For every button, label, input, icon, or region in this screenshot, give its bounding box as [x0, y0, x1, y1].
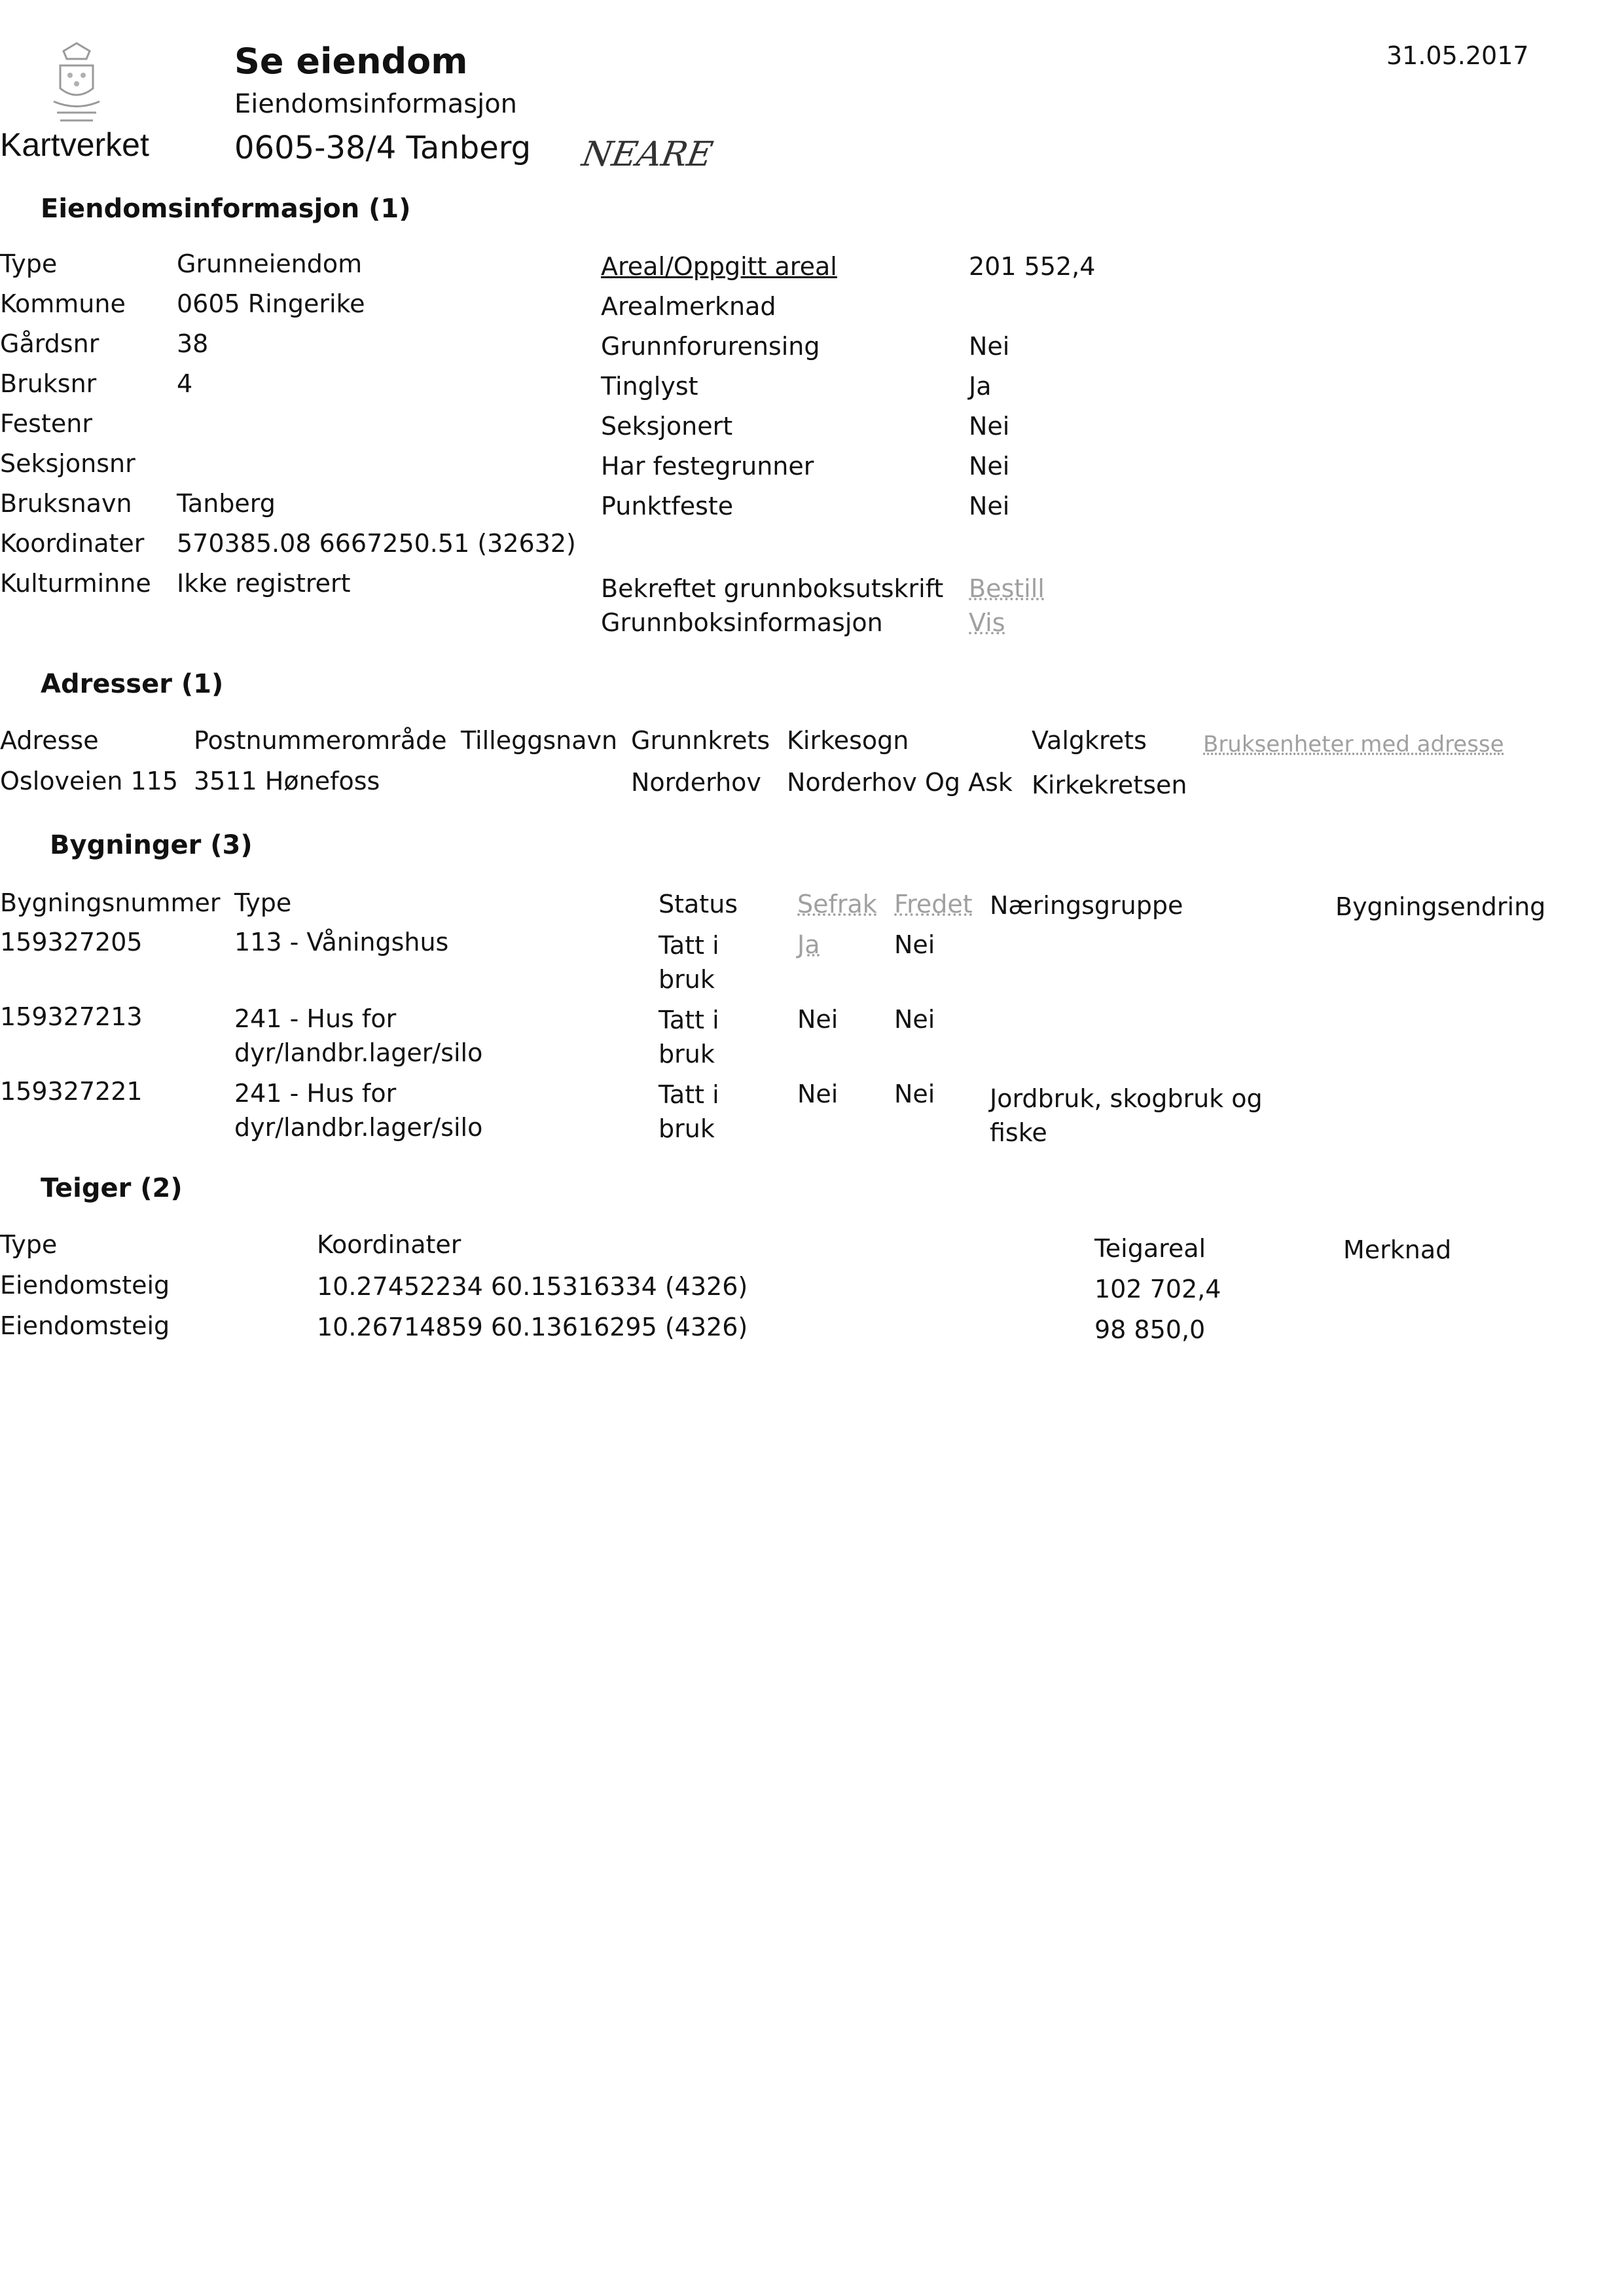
field-value: Nei [969, 412, 1010, 441]
table-cell: Nei [894, 930, 935, 959]
column-header: Valgkrets [1032, 726, 1147, 755]
field-label: Koordinater [0, 529, 145, 558]
table-cell: Norderhov [631, 768, 761, 797]
column-header: Type [0, 1230, 58, 1259]
field-label: Kulturminne [0, 569, 151, 598]
field-value: 570385.08 6667250.51 (32632) [177, 529, 576, 558]
field-label: Har festegrunner [601, 452, 814, 481]
sefrak-link[interactable]: Sefrak [797, 890, 877, 919]
field-value: 0605 Ringerike [177, 289, 365, 318]
column-header: Kirkesogn [787, 726, 909, 755]
table-cell: Norderhov Og Ask [787, 768, 1013, 797]
print-date: 31.05.2017 [1386, 41, 1529, 70]
vis-link[interactable]: Vis [969, 608, 1005, 637]
column-header: Postnummerområde [194, 726, 447, 755]
field-label: Punktfeste [601, 492, 734, 520]
field-value: Tanberg [177, 489, 276, 518]
section-heading-eiendom: Eiendomsinformasjon (1) [41, 194, 411, 224]
section-heading-teiger: Teiger (2) [41, 1173, 183, 1203]
column-header: Bygningsendring [1335, 892, 1546, 921]
field-value: Grunneiendom [177, 249, 363, 278]
bruksenheter-link[interactable]: Bruksenheter med adresse [1203, 731, 1504, 757]
field-label: Kommune [0, 289, 126, 318]
field-value: Ja [969, 372, 992, 401]
field-label: Seksjonert [601, 412, 733, 441]
handwritten-note: NEARE [579, 135, 716, 174]
table-cell: Tatt i bruk [659, 1006, 719, 1068]
page-title: Se eiendom [234, 41, 468, 82]
column-header: Adresse [0, 726, 99, 755]
column-header: Teigareal [1094, 1234, 1206, 1263]
grunnbok-label: Grunnboksinformasjon [601, 608, 883, 637]
table-cell: Tatt i bruk [659, 1080, 719, 1143]
table-cell: Eiendomsteig [0, 1311, 170, 1340]
page-subtitle: Eiendomsinformasjon [234, 89, 518, 119]
table-cell: 10.26714859 60.13616295 (4326) [317, 1313, 748, 1341]
table-cell: 10.27452234 60.15316334 (4326) [317, 1272, 748, 1301]
table-cell: Eiendomsteig [0, 1271, 170, 1300]
field-label: Bruksnavn [0, 489, 132, 518]
column-header: Tilleggsnavn [461, 726, 618, 755]
section-heading-adresser: Adresser (1) [41, 669, 224, 699]
field-label: Bruksnr [0, 369, 97, 398]
field-value: Nei [969, 332, 1010, 361]
table-cell: Tatt i bruk [659, 931, 719, 994]
field-label: Type [0, 249, 58, 278]
column-header: Bygningsnummer [0, 888, 221, 917]
table-cell: Nei [894, 1005, 935, 1034]
section-heading-bygninger: Bygninger (3) [50, 830, 253, 860]
table-cell: 113 - Våningshus [234, 928, 449, 957]
table-cell: 241 - Hus for dyr/landbr.lager/silo [234, 1079, 483, 1142]
column-header: Næringsgruppe [990, 891, 1183, 920]
table-cell: 3511 Hønefoss [194, 767, 380, 795]
field-label: Tinglyst [601, 372, 698, 401]
field-value: Nei [969, 492, 1010, 520]
table-cell: 159327205 [0, 928, 143, 957]
bestill-link[interactable]: Bestill [969, 574, 1045, 603]
table-cell: Nei [797, 1005, 839, 1034]
column-header: Grunnkrets [631, 726, 770, 755]
field-value: 201 552,4 [969, 252, 1096, 281]
table-cell: 102 702,4 [1094, 1275, 1221, 1303]
field-label: Gårdsnr [0, 329, 99, 358]
kartverket-crest-icon [41, 39, 113, 131]
property-id: 0605-38/4 Tanberg [234, 130, 532, 166]
sefrak-ja-link[interactable]: Ja [797, 930, 820, 959]
field-label: Seksjonsnr [0, 449, 135, 478]
field-value: Nei [969, 452, 1010, 481]
fredet-link[interactable]: Fredet [894, 890, 973, 919]
field-label: Arealmerknad [601, 292, 776, 321]
areal-link[interactable]: Areal/Oppgitt areal [601, 252, 837, 281]
field-value: 4 [177, 369, 193, 398]
bekreftet-label: Bekreftet grunnboksutskrift [601, 574, 944, 603]
column-header: Type [234, 888, 292, 917]
table-cell: 159327213 [0, 1002, 143, 1031]
column-header: Merknad [1343, 1235, 1452, 1264]
field-value: 38 [177, 329, 209, 358]
table-cell: Jordbruk, skogbruk og fiske [990, 1084, 1263, 1147]
field-label: Grunnforurensing [601, 332, 820, 361]
table-cell: Nei [894, 1080, 935, 1108]
logo-wordmark: Kartverket [0, 126, 149, 163]
column-header: Koordinater [317, 1230, 461, 1259]
table-cell: Kirkekretsen [1032, 771, 1187, 799]
table-cell: 241 - Hus for dyr/landbr.lager/silo [234, 1004, 483, 1067]
column-header: Status [659, 890, 738, 919]
table-cell: 98 850,0 [1094, 1315, 1206, 1344]
table-cell: 159327221 [0, 1077, 143, 1106]
table-cell: Nei [797, 1080, 839, 1108]
field-label: Festenr [0, 409, 92, 438]
table-cell: Osloveien 115 [0, 767, 179, 795]
field-value: Ikke registrert [177, 569, 351, 598]
